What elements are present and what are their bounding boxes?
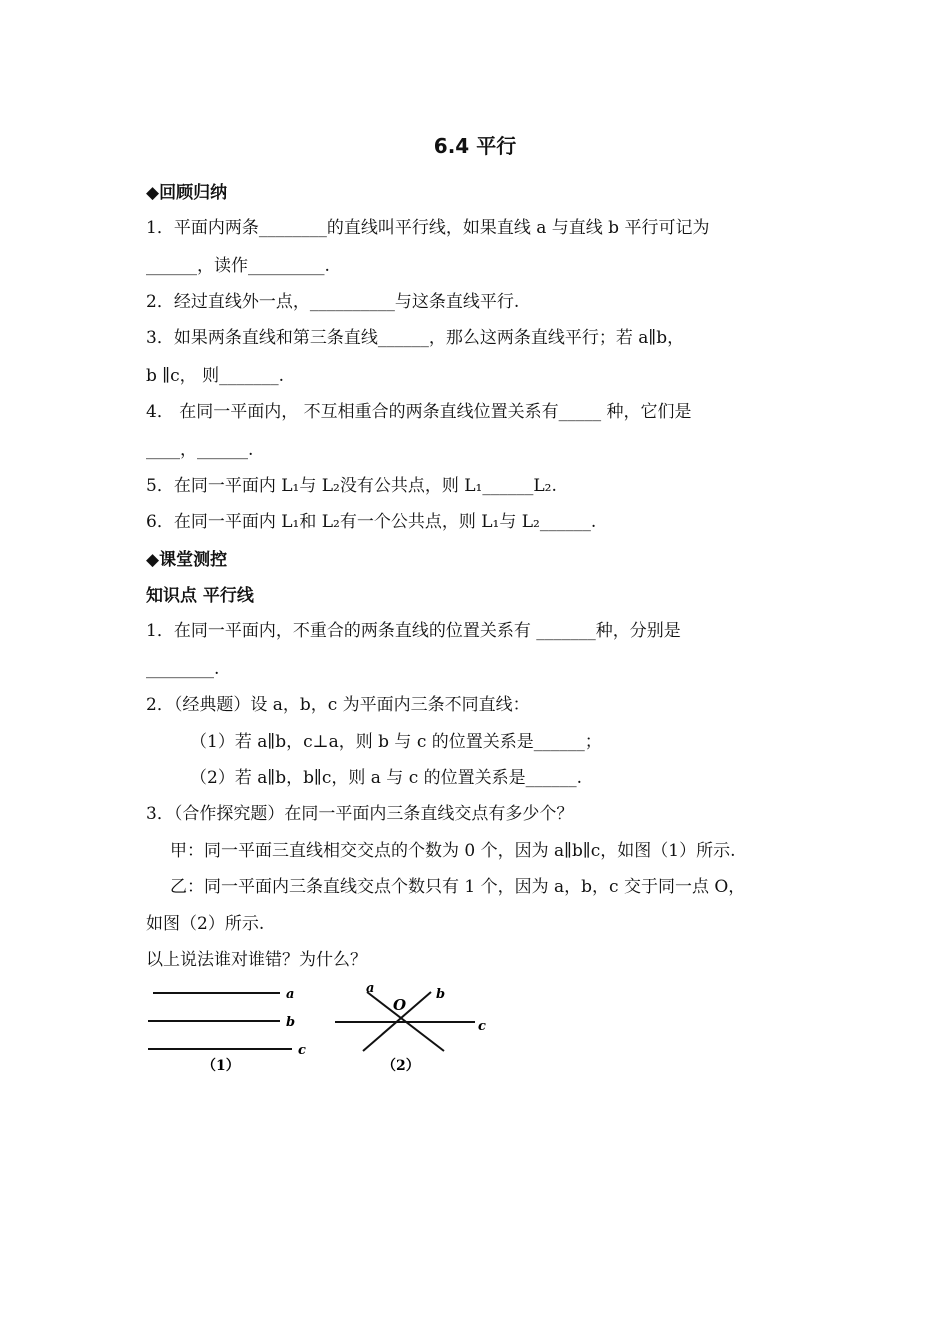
practice-q3-yi-line2: 如图（2）所示. — [146, 914, 265, 934]
review-q4-line2: ____，______. — [146, 440, 254, 460]
practice-q3-yi-line1: 乙：同一平面内三条直线交点个数只有 1 个，因为 a，b，c 交于同一点 O， — [170, 877, 746, 897]
practice-q3-jia: 甲：同一平面三直线相交交点的个数为 0 个，因为 a∥b∥c，如图（1）所示. — [170, 841, 736, 861]
practice-q2-part2: （2）若 a∥b，b∥c，则 a 与 c 的位置关系是______. — [190, 768, 583, 788]
practice-q1-line2: ________. — [146, 659, 220, 679]
review-q6: 6．在同一平面内 L₁和 L₂有一个公共点，则 L₁与 L₂______. — [146, 512, 597, 532]
figure2-caption: （2） — [382, 1058, 420, 1074]
figure-concurrent-lines — [330, 980, 500, 1080]
practice-q2: 2．（经典题）设 a，b，c 为平面内三条不同直线： — [146, 695, 530, 715]
label-a: a — [286, 987, 295, 1002]
label-point-o: O — [393, 996, 407, 1014]
review-q3-line1: 3．如果两条直线和第三条直线______，那么这两条直线平行；若 a∥b， — [146, 328, 685, 348]
section-heading-practice: ◆课堂测控 — [146, 550, 228, 570]
review-q5: 5．在同一平面内 L₁与 L₂没有公共点，则 L₁______L₂. — [146, 476, 557, 496]
label-a: a — [366, 981, 375, 996]
page-title: 6.4 平行 — [433, 134, 517, 158]
review-q1-line1: 1．平面内两条________的直线叫平行线，如果直线 a 与直线 b 平行可记为 — [146, 218, 710, 238]
label-b: b — [286, 1015, 296, 1030]
figure-parallel-lines — [140, 980, 320, 1080]
section-heading-review: ◆回顾归纳 — [146, 183, 228, 203]
label-c: c — [298, 1043, 306, 1058]
label-b: b — [436, 987, 446, 1002]
figure1-caption: （1） — [202, 1058, 240, 1074]
review-q2: 2．经过直线外一点，__________与这条直线平行. — [146, 292, 520, 312]
review-q3-line2: b ∥c， 则_______. — [146, 366, 284, 386]
practice-q2-part1: （1）若 a∥b，c⊥a，则 b 与 c 的位置关系是______； — [190, 732, 602, 752]
practice-q1-line1: 1．在同一平面内，不重合的两条直线的位置关系有 _______种，分别是 — [146, 621, 681, 641]
practice-q3: 3．（合作探究题）在同一平面内三条直线交点有多少个？ — [146, 804, 574, 824]
review-q4-line1: 4． 在同一平面内， 不互相重合的两条直线位置关系有_____ 种，它们是 — [146, 402, 692, 422]
practice-q3-question: 以上说法谁对谁错？为什么？ — [146, 950, 367, 970]
knowledge-point-heading: 知识点 平行线 — [146, 586, 254, 606]
review-q1-line2: ______，读作_________. — [146, 256, 330, 276]
label-c: c — [478, 1019, 486, 1034]
